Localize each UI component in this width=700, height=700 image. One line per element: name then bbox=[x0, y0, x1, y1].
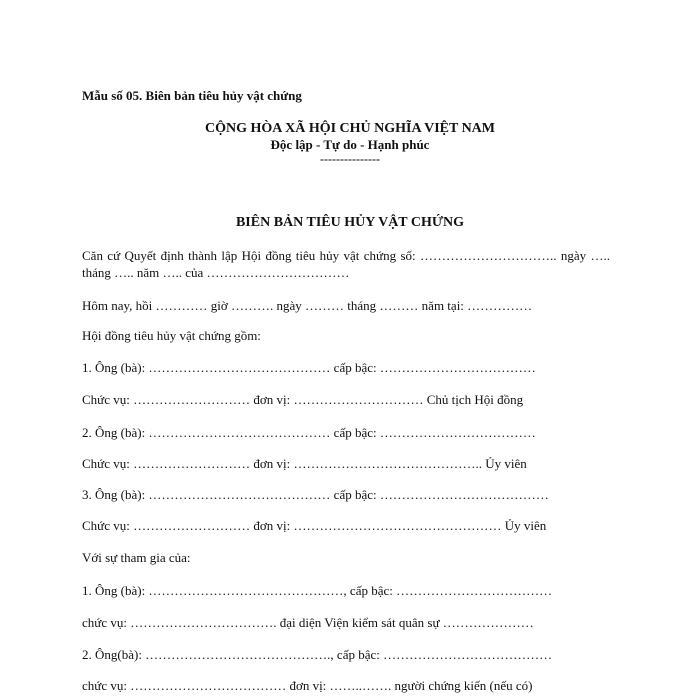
header-divider: --------------- bbox=[320, 152, 380, 166]
document-title: BIÊN BẢN TIÊU HỦY VẬT CHỨNG bbox=[235, 215, 465, 230]
national-header bbox=[0, 121, 700, 165]
council-member-2-name-line: 2. Ông (bà): …………………………………… cấp bậc: ……………………………… bbox=[82, 425, 536, 440]
council-heading: Hội đồng tiêu hủy vật chứng gồm: bbox=[82, 328, 261, 343]
participant-1-role-line: chức vụ: ……………………………. đại diện Viện kiểm sát quân sự ………………… bbox=[82, 615, 534, 630]
form-code: Mẫu số 05. Biên bản tiêu hủy vật chứng bbox=[82, 88, 302, 103]
council-member-3-name-line: 3. Ông (bà): …………………………………… cấp bậc: ………………………………… bbox=[82, 487, 549, 502]
legal-basis-line: Căn cứ Quyết định thành lập Hội đồng tiêu hủy vật chứng số: ………………………….. ngày ….. tháng ….. năm ….. của …………………………… bbox=[82, 248, 610, 280]
council-member-3-role-line: Chức vụ: ……………………… đơn vị: ………………………………………… Ủy viên bbox=[82, 518, 547, 533]
national-motto: Độc lập - Tự do - Hạnh phúc bbox=[270, 137, 430, 152]
participant-1-name-line: 1. Ông (bà): ………………………………………, cấp bậc: ……………………………… bbox=[82, 583, 553, 598]
date-place-line: Hôm nay, hồi ………… giờ ………. ngày ……… tháng ……… năm tại: …………… bbox=[82, 298, 533, 313]
participant-2-role-line: chức vụ: ……………………………… đơn vị: ……..……. người chứng kiến (nếu có) bbox=[82, 678, 533, 693]
participants-heading: Với sự tham gia của: bbox=[82, 550, 191, 565]
council-member-1-role-line: Chức vụ: ……………………… đơn vị: ………………………… Chủ tịch Hội đồng bbox=[82, 392, 524, 407]
council-member-1-name-line: 1. Ông (bà): …………………………………… cấp bậc: ……………………………… bbox=[82, 360, 536, 375]
council-member-2-role-line: Chức vụ: ……………………… đơn vị: …………………………………….. Ủy viên bbox=[82, 456, 527, 471]
participant-2-name-line: 2. Ông(bà): ……………………………………., cấp bậc: ………………………………… bbox=[82, 647, 553, 662]
country-name: CỘNG HÒA XÃ HỘI CHỦ NGHĨA VIỆT NAM bbox=[204, 121, 495, 136]
